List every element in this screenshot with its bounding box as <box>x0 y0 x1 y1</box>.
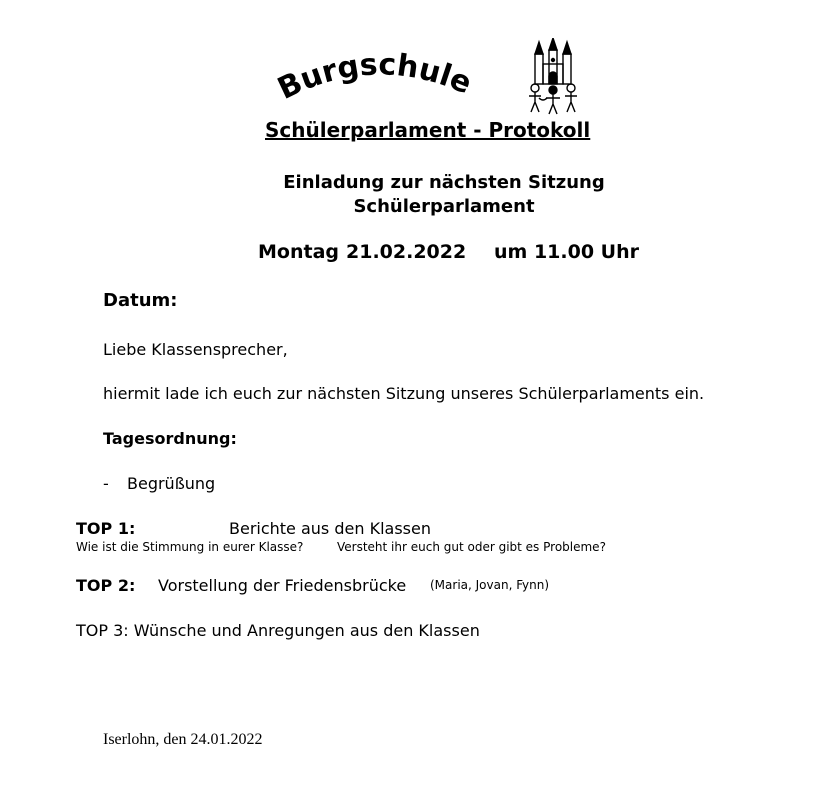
greeting: Liebe Klassensprecher, <box>103 340 288 359</box>
top1-question-2: Versteht ihr euch gut oder gibt es Probleme? <box>337 540 606 554</box>
invitation-heading <box>0 171 821 219</box>
footer-place-date: Iserlohn, den 24.01.2022 <box>103 731 263 748</box>
meeting-day: Montag <box>258 241 339 263</box>
logo-arc <box>272 47 483 110</box>
agenda-welcome: Begrüßung <box>127 474 216 493</box>
intro-text: hiermit lade ich euch zur nächsten Sitzung unseres Schülerparlaments ein. <box>103 384 705 403</box>
top2-label: TOP 2: <box>76 576 136 595</box>
top2-names: (Maria, Jovan, Fynn) <box>430 578 550 592</box>
top1-question-1: Wie ist die Stimmung in eurer Klasse? <box>76 540 304 554</box>
school-logo <box>272 47 483 110</box>
top1-label: TOP 1: <box>76 519 136 538</box>
invitation-line-1: Einladung zur nächsten Sitzung <box>283 172 605 193</box>
top2-title: Vorstellung der Friedensbrücke <box>158 576 407 595</box>
page-title: Schülerparlament - Protokoll <box>265 118 591 142</box>
logo-text: Burgschule <box>272 47 477 107</box>
agenda-bullet: - <box>103 474 109 493</box>
top3-text: TOP 3: Wünsche und Anregungen aus den Klassen <box>76 621 480 640</box>
agenda-label: Tagesordnung: <box>103 429 237 448</box>
meeting-time: um 11.00 Uhr <box>494 241 639 263</box>
datum-label: Datum: <box>103 290 178 311</box>
castle-children-icon <box>525 38 581 116</box>
invitation-line-2: Schülerparlament <box>353 196 535 217</box>
meeting-date: 21.02.2022 <box>346 241 467 263</box>
top1-title: Berichte aus den Klassen <box>229 519 431 538</box>
